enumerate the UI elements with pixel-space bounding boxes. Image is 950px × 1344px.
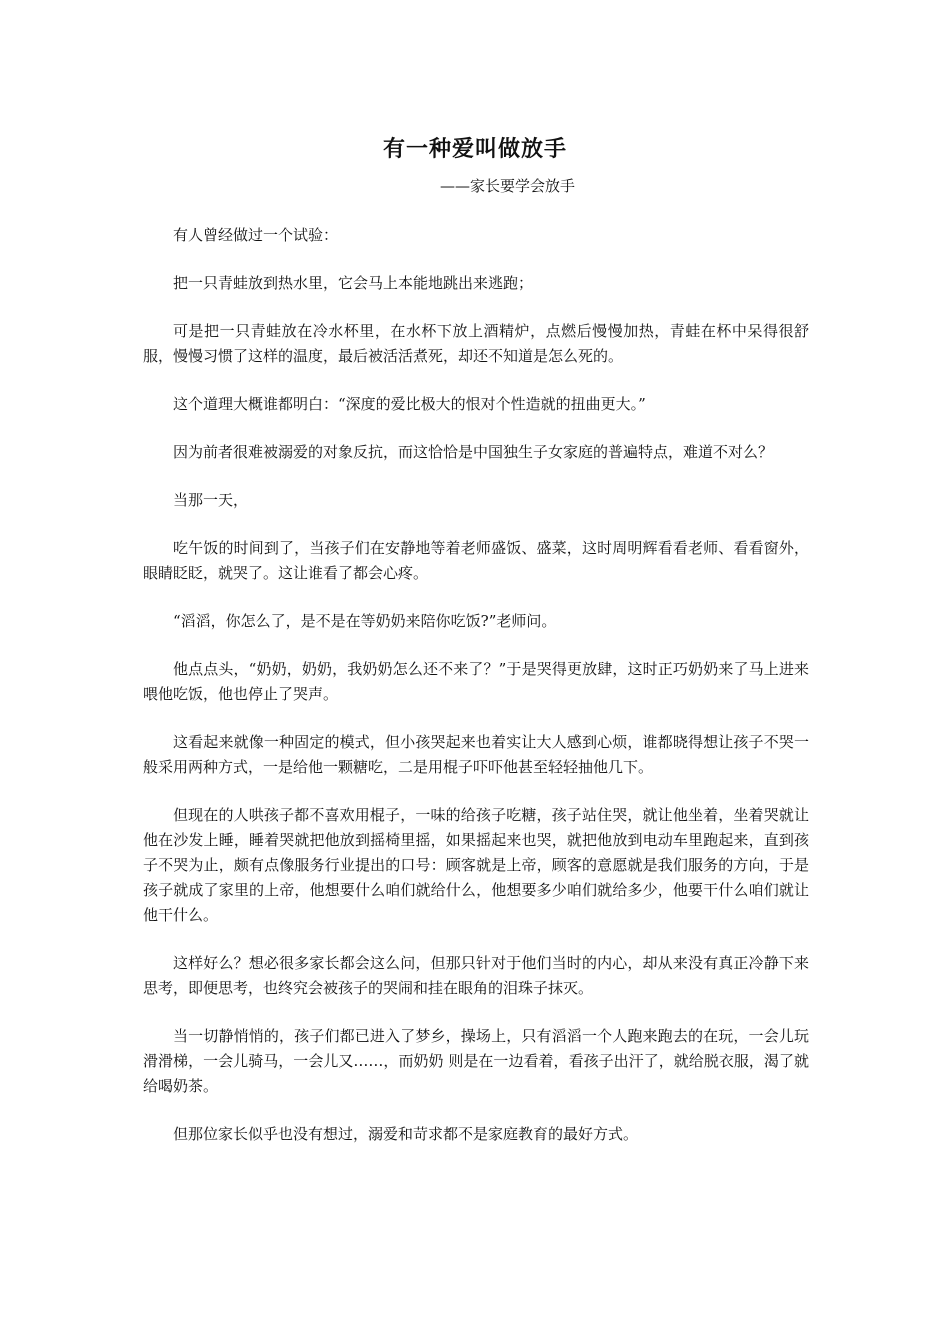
paragraph-12: 这样好么？想必很多家长都会这么问，但那只针对于他们当时的内心，却从来没有真正冷静下来思考，即便思考，也终究会被孩子的哭闹和挂在眼角的泪珠子抹灭。 (143, 954, 809, 997)
paragraph-9: 他点点头，“奶奶，奶奶，我奶奶怎么还不来了？”于是哭得更放肆，这时正巧奶奶来了马上进来喂他吃饭，他也停止了哭声。 (143, 660, 809, 703)
paragraph-5: 因为前者很难被溺爱的对象反抗，而这恰恰是中国独生子女家庭的普遍特点，难道不对么？ (173, 443, 774, 461)
paragraph-3: 可是把一只青蛙放在冷水杯里，在水杯下放上酒精炉，点燃后慢慢加热，青蛙在杯中呆得很舒服，慢慢习惯了这样的温度，最后被活活煮死，却还不知道是怎么死的。 (143, 322, 809, 365)
paragraph-7: 吃午饭的时间到了，当孩子们在安静地等着老师盛饭、盛菜，这时周明辉看看老师、看看窗外，眼睛眨眨，就哭了。这让谁看了都会心疼。 (143, 539, 809, 582)
paragraph-4: 这个道理大概谁都明白：“深度的爱比极大的恨对个性造就的扭曲更大。” (173, 395, 646, 413)
paragraph-13: 当一切静悄悄的，孩子们都已进入了梦乡，操场上，只有滔滔一个人跑来跑去的在玩，一会儿玩滑滑梯，一会儿骑马，一会儿又……，而奶奶 则是在一边看着，看孩子出汗了，就给脱衣服，渴了就给喝奶茶。 (143, 1027, 809, 1095)
paragraph-10: 这看起来就像一种固定的模式，但小孩哭起来也着实让大人感到心烦，谁都晓得想让孩子不哭一般采用两种方式，一是给他一颗糖吃，二是用棍子吓吓他甚至轻轻抽他几下。 (143, 733, 809, 776)
paragraph-8: “滔滔，你怎么了，是不是在等奶奶来陪你吃饭?”老师问。 (173, 612, 557, 630)
document-subtitle: ——家长要学会放手 (440, 177, 576, 195)
paragraph-6: 当那一天， (173, 491, 249, 509)
document-title: 有一种爱叫做放手 (382, 136, 567, 162)
paragraph-14: 但那位家长似乎也没有想过，溺爱和苛求都不是家庭教育的最好方式。 (173, 1125, 639, 1143)
paragraph-1: 有人曾经做过一个试验： (173, 226, 339, 244)
paragraph-11: 但现在的人哄孩子都不喜欢用棍子，一味的给孩子吃糖，孩子站住哭，就让他坐着，坐着哭就让他在沙发上睡，睡着哭就把他放到摇椅里摇，如果摇起来也哭，就把他放到电动车里跑起来，直到孩子不哭为止，颇有点像服务行业提出的口号：顾客就是上帝，顾客的意愿就是我们服务的方向，于是孩子就成了家里的上帝，他想要什么咱们就给什么，他想要多少咱们就给多少，他要干什么咱们就让他干什么。 (143, 806, 809, 924)
paragraph-2: 把一只青蛙放到热水里，它会马上本能地跳出来逃跑； (173, 274, 534, 292)
document-body (143, 223, 809, 1170)
